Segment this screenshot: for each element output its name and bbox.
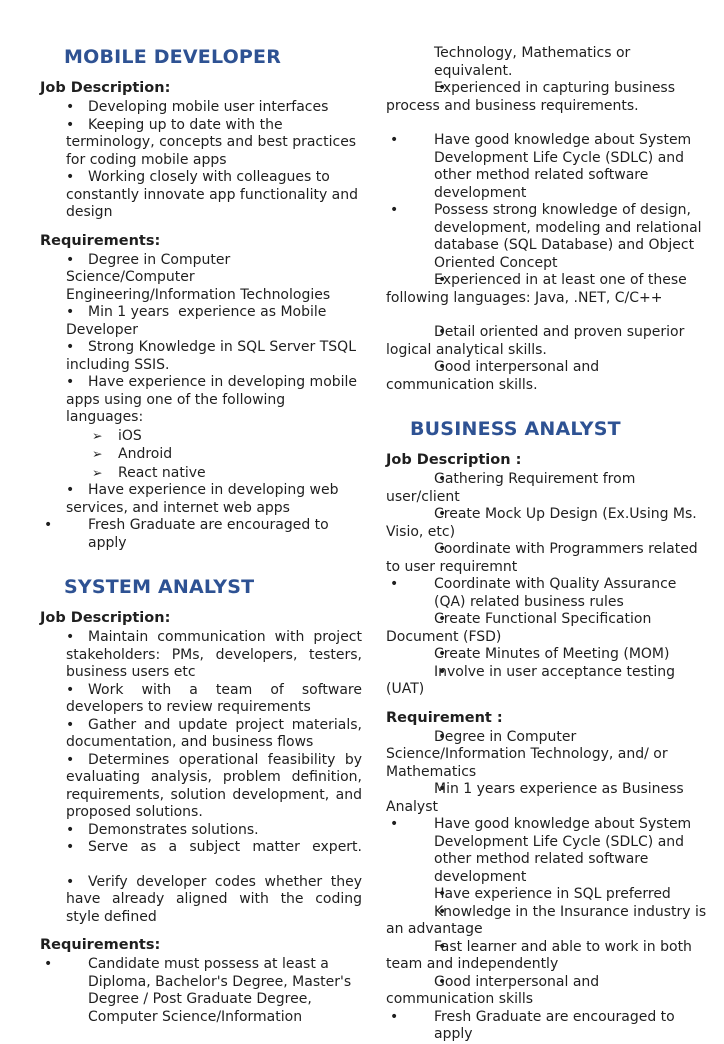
bullet-item: • Work with a team of software developers to review requirements [40, 682, 362, 717]
bullet-item: • Degree in Computer Science/Computer Engineering/Information Technologies [40, 252, 362, 305]
left-column [40, 45, 362, 1044]
bullet-item: • Maintain communication with project stakeholders: PMs, developers, testers, business users etc [40, 629, 362, 682]
bullet-item: • Coordinate with Programmers related to user requiremnt [386, 541, 708, 576]
bullet-item: • Developing mobile user interfaces [40, 99, 362, 117]
section-title: BUSINESS ANALYST [410, 418, 621, 440]
bullet-item: • Experienced in capturing business process and business requirements. [386, 80, 708, 115]
sub-bullet-item: ➢ iOS [40, 427, 362, 446]
bullet-item: • Possess strong knowledge of design, development, modeling and relational database (SQL Database) and Object Oriented Concept [386, 202, 708, 272]
bullet-item: • Candidate must possess at least a Diploma, Bachelor's Degree, Master's Degree / Post Graduate Degree, Computer Science/Information [40, 956, 362, 1026]
section-subheading: Requirement : [386, 709, 503, 726]
section-title: SYSTEM ANALYST [64, 576, 255, 598]
bullet-item: • Have good knowledge about System Development Life Cycle (SDLC) and other method related software development [386, 816, 708, 886]
bullet-item: • Have experience in SQL preferred [386, 886, 708, 904]
section-subheading: Requirements: [40, 232, 161, 249]
bullet-item: • Degree in Computer Science/Information Technology, and/ or Mathematics [386, 729, 708, 782]
bullet-item: • Detail oriented and proven superior logical analytical skills. [386, 324, 708, 359]
bullet-item: • Verify developer codes whether they have already aligned with the coding style defined [40, 874, 362, 927]
bullet-item: • Strong Knowledge in SQL Server TSQL including SSIS. [40, 339, 362, 374]
bullet-item: • Knowledge in the Insurance industry is an advantage [386, 904, 708, 939]
section-title: MOBILE DEVELOPER [64, 46, 282, 68]
bullet-item: • Min 1 years experience as Mobile Developer [40, 304, 362, 339]
bullet-item: • Create Minutes of Meeting (MOM) [386, 646, 708, 664]
bullet-item: • Fast learner and able to work in both team and independently [386, 939, 708, 974]
bullet-item: • Involve in user acceptance testing (UAT) [386, 664, 708, 699]
bullet-item: • Have good knowledge about System Development Life Cycle (SDLC) and other method related software development [386, 132, 708, 202]
right-column [386, 45, 711, 1044]
bullet-item: • Experienced in at least one of these following languages: Java, .NET, C/C++ [386, 272, 708, 307]
bullet-item: • Gather and update project materials, documentation, and business flows [40, 717, 362, 752]
bullet-item: • Gathering Requirement from user/client [386, 471, 708, 506]
bullet-item: • Keeping up to date with the terminology, concepts and best practices for coding mobile apps [40, 117, 362, 170]
bullet-item: • Coordinate with Quality Assurance (QA) related business rules [386, 576, 708, 611]
bullet-item: • Determines operational feasibility by evaluating analysis, problem definition, requirements, solution development, and proposed solutions. [40, 752, 362, 822]
bullet-item: • Create Functional Specification Document (FSD) [386, 611, 708, 646]
bullet-item: • Serve as a subject matter expert. [40, 839, 362, 857]
bullet-item: • Fresh Graduate are encouraged to apply [40, 517, 362, 552]
section-subheading: Requirements: [40, 937, 161, 953]
bullet-item: • Demonstrates solutions. [40, 822, 362, 840]
bullet-item: • Have experience in developing mobile apps using one of the following languages: [40, 374, 362, 427]
bullet-item: • Good interpersonal and communication skills. [386, 359, 708, 394]
bullet-item: • Good interpersonal and communication skills [386, 974, 708, 1009]
section-subheading: Job Description: [40, 80, 171, 96]
bullet-item: • Working closely with colleagues to constantly innovate app functionality and design [40, 169, 362, 222]
bullet-item: • Have experience in developing web services, and internet web apps [40, 482, 362, 517]
sub-bullet-item: ➢ Android [40, 445, 362, 464]
continuation-text: Technology, Mathematics or equivalent. [434, 45, 635, 79]
section-subheading: Job Description : [386, 452, 522, 468]
sub-bullet-item: ➢ React native [40, 464, 362, 483]
section-subheading: Job Description: [40, 610, 171, 626]
bullet-item: • Min 1 years experience as Business Analyst [386, 781, 708, 816]
bullet-item: • Fresh Graduate are encouraged to apply [386, 1009, 708, 1044]
bullet-item: • Create Mock Up Design (Ex.Using Ms. Visio, etc) [386, 506, 708, 541]
